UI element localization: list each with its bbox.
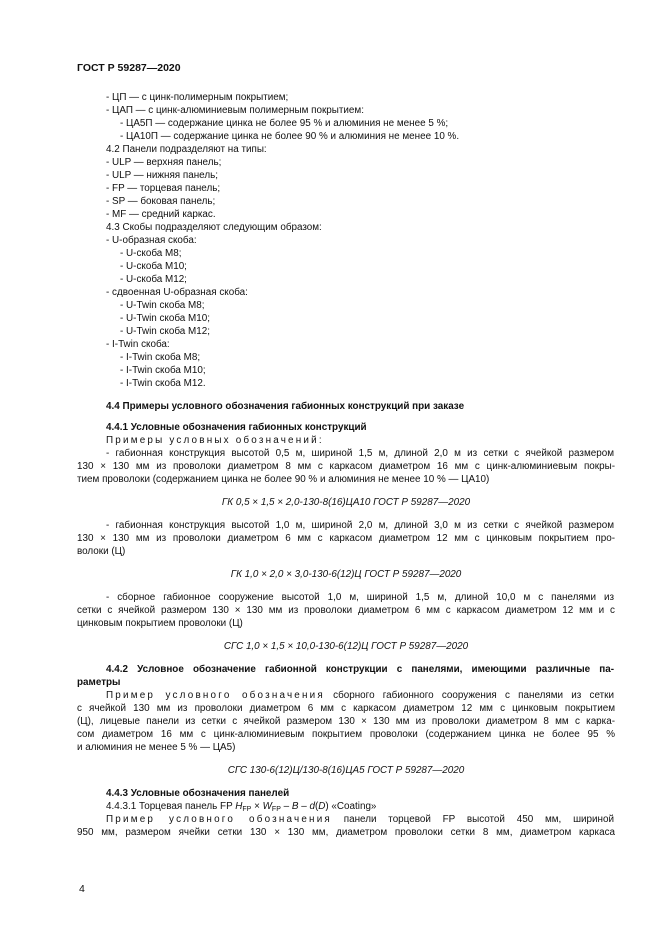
section-4-4-3-line xyxy=(106,813,614,826)
coating-subitem: - ЦА5П — содержание цинка не более 95 % и алюминия не менее 5 %; xyxy=(120,118,449,129)
section-4-4-2-line: (Ц), лицевые панели из сетки с ячейкой размером 130 × 130 мм из проволоки диаметром 8 мм с карка- xyxy=(77,716,615,727)
bracket-item: - U-скоба M12; xyxy=(120,274,187,285)
example-1-line: - габионная конструкция высотой 0,5 м, шириной 1,5 м, длиной 2,0 м из сетки с ячейкой размером xyxy=(106,448,614,459)
page-body xyxy=(77,91,615,839)
bracket-item: - U-Twin скоба M12; xyxy=(120,326,210,337)
formula-sub: FP xyxy=(271,806,281,813)
bracket-group: - сдвоенная U-образная скоба: xyxy=(106,287,248,298)
bracket-item: - U-скоба M10; xyxy=(120,261,187,272)
panel-type-item: - SP — боковая панель; xyxy=(106,196,216,207)
bracket-item: - U-скоба M8; xyxy=(120,248,182,259)
formula-sub: FP xyxy=(242,806,252,813)
example-text: панели торцевой FP высотой 450 мм, шириной xyxy=(343,814,614,825)
section-4-3-title: 4.3 Скобы подразделяют следующим образом: xyxy=(106,222,322,233)
section-4-4-title: 4.4 Примеры условного обозначения габионных конструкций при заказе xyxy=(106,401,465,412)
section-4-4-3-title: 4.4.3 Условные обозначения панелей xyxy=(106,788,290,799)
formula-dash: – xyxy=(298,801,310,812)
panel-type-item: - ULP — верхняя панель; xyxy=(106,157,222,168)
example-label: Пример условного обозначения xyxy=(106,690,325,701)
bracket-group: - U-образная скоба: xyxy=(106,235,197,246)
formula-paren: ( xyxy=(314,801,319,812)
section-4-2-title: 4.2 Панели подразделяют на типы: xyxy=(106,144,267,155)
formula-times: × xyxy=(251,801,263,812)
section-4-4-1-title: 4.4.1 Условные обозначения габионных конструкций xyxy=(106,422,367,433)
formula-dash: – xyxy=(280,801,292,812)
designation-code-2: ГК 1,0 × 2,0 × 3,0-130-6(12)Ц ГОСТ Р 59287—2020 xyxy=(230,569,462,580)
formula-h: H xyxy=(235,801,243,812)
example-1-line: тием проволоки (содержанием цинка не более 90 % и алюминия не менее 10 % — ЦА10) xyxy=(77,474,490,485)
formula-coating: ) «Coating» xyxy=(325,801,377,812)
example-2-line: волоки (Ц) xyxy=(77,546,126,557)
coating-item: - ЦАП — с цинк-алюминиевым полимерным покрытием: xyxy=(106,105,364,116)
bracket-item: - U-Twin скоба M10; xyxy=(120,313,210,324)
panel-formula xyxy=(106,800,614,813)
bracket-item: - I-Twin скоба M10; xyxy=(120,365,206,376)
bracket-group: - I-Twin скоба: xyxy=(106,339,170,350)
formula-D: D xyxy=(318,801,326,812)
coating-subitem: - ЦА10П — содержание цинка не более 90 % и алюминия не менее 10 %. xyxy=(120,131,460,142)
designation-code-3: СГС 1,0 × 1,5 × 10,0-130-6(12)Ц ГОСТ Р 59287—2020 xyxy=(223,641,469,652)
example-3-line: сетки с ячейкой размером 130 × 130 мм из проволоки диаметром 6 мм с каркасом диаметром 12 мм и с xyxy=(77,605,615,616)
bracket-item: - I-Twin скоба M8; xyxy=(120,352,201,363)
section-4-4-2-line: сом диаметром 16 мм с цинк-алюминиевым покрытием проволоки (содержанием цинка не более 95 % xyxy=(77,729,615,740)
page-header: ГОСТ Р 59287—2020 xyxy=(77,62,181,74)
formula-w: W xyxy=(262,801,272,812)
bracket-item: - U-Twin скоба M8; xyxy=(120,300,205,311)
example-1-line: 130 × 130 мм из проволоки диаметром 8 мм с каркасом диаметром 16 мм с цинк-алюминиевым покры- xyxy=(77,461,615,472)
example-3-line: цинковым покрытием проволоки (Ц) xyxy=(77,618,243,629)
section-4-4-2-line xyxy=(106,689,614,702)
panel-type-item: - ULP — нижняя панель; xyxy=(106,170,218,181)
formula-b: B xyxy=(291,801,299,812)
panel-type-item: - MF — средний каркас. xyxy=(106,209,216,220)
examples-label: Примеры условных обозначений: xyxy=(106,435,324,446)
designation-code-4: СГС 130-6(12)Ц/130-8(16)ЦА5 ГОСТ Р 59287—2020 xyxy=(227,765,465,776)
example-3-line: - сборное габионное сооружение высотой 1,0 м, шириной 1,5 м, длиной 10,0 м с панелями из xyxy=(106,592,614,603)
bracket-item: - I-Twin скоба M12. xyxy=(120,378,206,389)
section-4-4-3-line: 950 мм, размером ячейки сетки 130 × 130 мм, диаметром проволоки сетки 8 мм, диаметром каркаса xyxy=(77,827,615,838)
section-4-4-2-line: с ячейкой 130 мм из проволоки диаметром 6 мм с каркасом диаметром 12 мм с цинковым покрытием xyxy=(77,703,615,714)
formula-d: d xyxy=(309,801,315,812)
example-text: сборного габионного сооружения с панелями из сетки xyxy=(333,690,615,701)
example-2-line: 130 × 130 мм из проволоки диаметром 6 мм с каркасом диаметром 12 мм с цинковым покрытием про- xyxy=(77,533,615,544)
panel-type-item: - FP — торцевая панель; xyxy=(106,183,221,194)
formula-prefix: 4.4.3.1 Торцевая панель FP xyxy=(106,801,236,812)
example-label: Пример условного обозначения xyxy=(106,814,332,825)
section-4-4-2-line: и алюминия не менее 5 % — ЦА5) xyxy=(77,742,236,753)
designation-code-1: ГК 0,5 × 1,5 × 2,0-130-8(16)ЦА10 ГОСТ Р 59287—2020 xyxy=(221,497,471,508)
section-4-4-2-title: 4.4.2 Условное обозначение габионной конструкции с панелями, имеющими различные па- xyxy=(106,664,614,675)
page-number: 4 xyxy=(79,883,85,895)
example-2-line: - габионная конструкция высотой 1,0 м, шириной 2,0 м, длиной 3,0 м из сетки с ячейкой размером xyxy=(106,520,614,531)
coating-item: - ЦП — с цинк-полимерным покрытием; xyxy=(106,92,289,103)
section-4-4-2-title-cont: раметры xyxy=(77,677,121,688)
